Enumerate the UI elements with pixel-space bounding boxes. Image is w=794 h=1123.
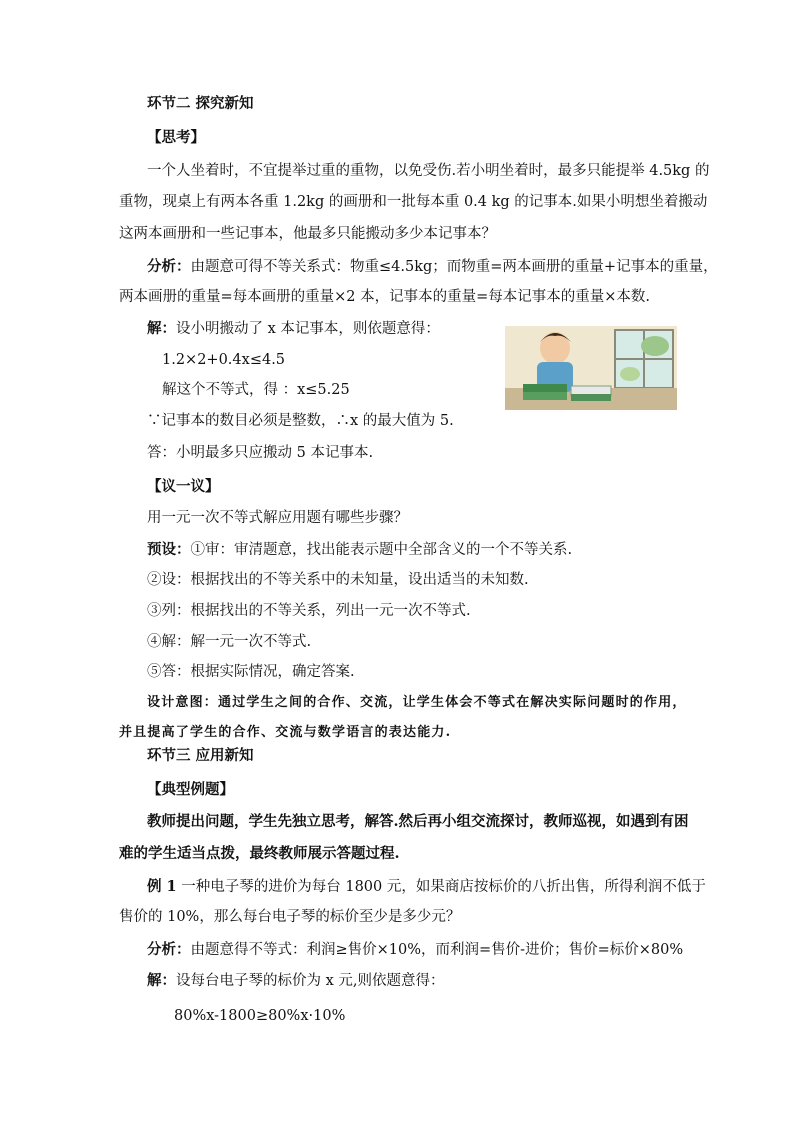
preset-label: 预设： xyxy=(147,541,191,558)
solution-2-block xyxy=(147,971,445,991)
example-line-1: 一种电子琴的进价为每台 1800 元，如果商店按标价的八折出售，所得利润不低于 xyxy=(181,879,706,895)
solution-text: 设小明搬动了 x 本记事本，则依题意得： xyxy=(176,321,440,337)
problem-line-2: 重物，现桌上有两本各重 1.2kg 的画册和一批每本重 0.4 kg 的记事本.如果小明想坐着搬动 xyxy=(119,194,708,210)
because-line: ∵记事本的数目必须是整数，∴x 的最大值为 5. xyxy=(147,413,454,429)
solution-2-text: 设每台电子琴的标价为 x 元,则依题意得： xyxy=(176,973,445,989)
equation-1: 1.2×2+0.4x≤4.5 xyxy=(162,352,286,368)
step-1: ①审：审清题意，找出能表示题中全部含义的一个不等关系. xyxy=(190,542,573,558)
analysis-2-label: 分析： xyxy=(147,941,191,958)
solution-label: 解： xyxy=(147,320,176,337)
example-tag: 【典型例题】 xyxy=(147,781,234,798)
step-4: ④解：解一元一次不等式. xyxy=(147,634,312,650)
solution-2-label: 解： xyxy=(147,972,176,989)
think-tag: 【思考】 xyxy=(147,129,205,146)
boy-reading-illustration xyxy=(505,326,677,410)
analysis-2-block xyxy=(147,940,683,960)
solution-block xyxy=(147,319,440,339)
section-heading-explore: 环节二 探究新知 xyxy=(147,95,254,112)
analysis-label: 分析： xyxy=(147,258,191,275)
design-intent-line-2: 并且提高了学生的合作、交流与数学语言的表达能力. xyxy=(119,725,452,740)
problem-line-3: 这两本画册和一些记事本，他最多只能搬动多少本记事本？ xyxy=(119,226,496,242)
example-label: 例 1 xyxy=(147,878,177,895)
problem-line-1: 一个人坐着时，不宜提举过重的重物，以免受伤.若小明坐着时，最多只能提举 4.5kg 的 xyxy=(147,163,710,179)
answer-line: 答：小明最多只应搬动 5 本记事本. xyxy=(147,445,374,461)
section-heading-apply: 环节三 应用新知 xyxy=(147,747,254,764)
analysis-block xyxy=(147,257,718,277)
step-5: ⑤答：根据实际情况，确定答案. xyxy=(147,664,355,680)
example-1-block xyxy=(147,877,706,897)
discuss-tag: 【议一议】 xyxy=(147,478,220,495)
example-line-2: 售价的 10%，那么每台电子琴的标价至少是多少元？ xyxy=(119,909,461,925)
analysis-line-2: 两本画册的重量=每本画册的重量×2 本，记事本的重量=每本记事本的重量×本数. xyxy=(119,289,651,305)
step-1-block xyxy=(147,540,572,560)
equation-2: 80%x-1800≥80%x·10% xyxy=(174,1008,346,1024)
teacher-line-2: 难的学生适当点拨，最终教师展示答题过程. xyxy=(119,845,400,862)
step-2: ②设：根据找出的不等关系中的未知量，设出适当的未知数. xyxy=(147,572,529,588)
analysis-line-1: 由题意可得不等关系式：物重≤4.5kg；而物重=两本画册的重量+记事本的重量， xyxy=(190,259,718,275)
design-intent-line-1: 设计意图：通过学生之间的合作、交流，让学生体会不等式在解决实际问题时的作用， xyxy=(147,695,687,710)
step-3: ③列：根据找出的不等关系，列出一元一次不等式. xyxy=(147,603,471,619)
teacher-line-1: 教师提出问题，学生先独立思考，解答.然后再小组交流探讨，教师巡视，如遇到有困 xyxy=(147,813,689,830)
analysis-2-text: 由题意得不等式：利润≥售价×10%，而利润=售价-进价；售价=标价×80% xyxy=(190,942,684,958)
discuss-question: 用一元一次不等式解应用题有哪些步骤？ xyxy=(147,510,408,526)
solve-line: 解这个不等式，得 ：x≤5.25 xyxy=(162,382,350,398)
